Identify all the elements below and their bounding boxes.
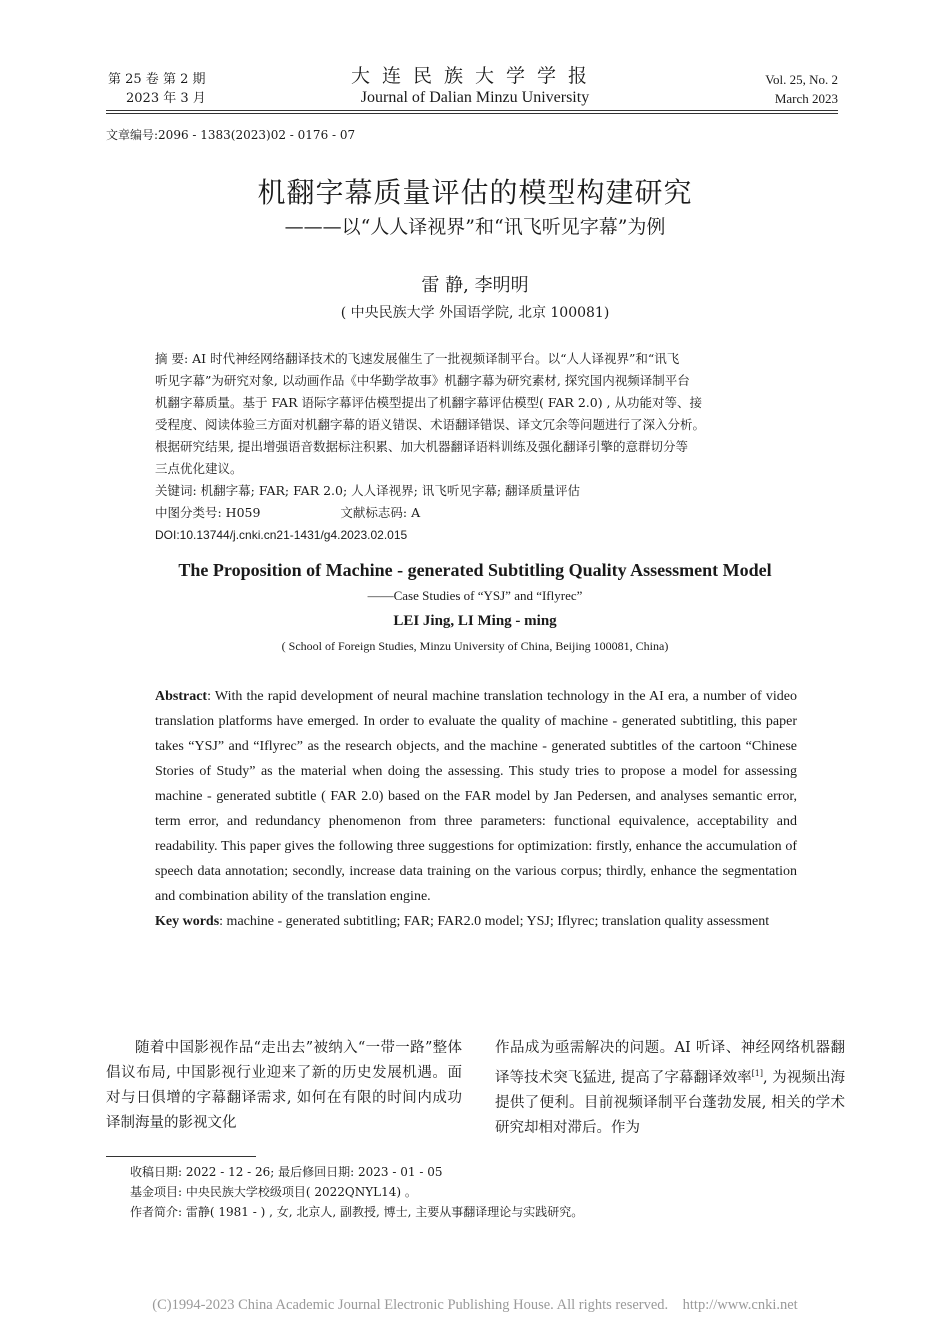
footnote-author: 作者简介: 雷静( 1981 - ) , 女, 北京人, 副教授, 博士, 主要从事翻译理论与实践研究。 bbox=[130, 1205, 584, 1219]
footnote-received: 收稿日期: 2022 - 12 - 26; 最后修回日期: 2023 - 01 - 05 bbox=[130, 1165, 443, 1179]
header-rule bbox=[106, 110, 838, 114]
affiliation: ( 中央民族大学 外国语学院, 北京 100081) bbox=[340, 305, 610, 321]
keywords-en bbox=[155, 909, 797, 934]
abstract-line: 听见字幕”为研究对象, 以动画作品《中华勤学故事》机翻字幕为研究素材, 探究国内视频译制平台 bbox=[155, 373, 690, 388]
volume-issue-en: Vol. 25, No. 2 bbox=[765, 72, 838, 87]
volume-issue-cn: 第 25 卷 第 2 期 bbox=[108, 72, 206, 87]
keywords-en-text: : machine - generated subtitling; FAR; FAR2.0 model; YSJ; Iflyrec; translation quality assessment bbox=[219, 914, 770, 929]
english-authors: LEI Jing, LI Ming - ming bbox=[393, 613, 557, 629]
abstract-line: 机翻字幕质量。基于 FAR 语际字幕评估模型提出了机翻字幕评估模型( FAR 2.0) , 从功能对等、接 bbox=[155, 395, 702, 410]
date-en: March 2023 bbox=[774, 91, 838, 106]
article-number: 文章编号:2096 - 1383(2023)02 - 0176 - 07 bbox=[106, 128, 356, 142]
abstract-line: 受程度、阅读体验三方面对机翻字幕的语义错误、术语翻译错误、译文冗余等问题进行了深入分析。 bbox=[155, 417, 706, 432]
abstract-en bbox=[155, 684, 797, 934]
footnotes bbox=[130, 1162, 583, 1222]
journal-title-cn: 大连民族大学学报 bbox=[350, 65, 599, 87]
body-right-column bbox=[495, 1036, 845, 1141]
footnote-rule bbox=[106, 1156, 256, 1157]
doi[interactable]: DOI:10.13744/j.cnki.cn21-1431/g4.2023.02.015 bbox=[155, 528, 408, 542]
abstract-en-text: : With the rapid development of neural machine translation technology in the AI era, a number of video translation platforms have emerged. In order to evaluate the quality of machine - generated subtitling, this paper takes “YSJ” and “Iflyrec” as the research objects, and the machine - generated subtitles of the cartoon “Chinese Stories of Study” as the material when doing the assessing. This study tries to propose a model for assessing machine - generated subtitle ( FAR 2.0) based on the FAR model by Jan Pedersen, and analyses semantic error, term error, and redundancy phenomenon from three parameters: functional equivalence, acceptability and readability. This paper gives the following three suggestions for optimization: firstly, enhance the accumulation of speech data annotation; secondly, increase data training on the various corpus; thirdly, enhance the segmentation and combination ability of the translation engine. bbox=[155, 689, 797, 904]
english-title: The Proposition of Machine - generated Subtitling Quality Assessment Model bbox=[178, 560, 772, 580]
english-subtitle: ——Case Studies of “YSJ” and “Iflyrec” bbox=[367, 588, 583, 603]
document-code: 文献标志码: A bbox=[340, 505, 421, 520]
citation-ref[interactable]: [1] bbox=[751, 1069, 764, 1078]
keywords-cn: 关键词: 机翻字幕; FAR; FAR 2.0; 人人译视界; 讯飞听见字幕; 翻译质量评估 bbox=[155, 483, 581, 498]
paper-title: 机翻字幕质量评估的模型构建研究 bbox=[257, 176, 693, 209]
clc-number: 中图分类号: H059 bbox=[155, 505, 261, 520]
abstract-label: Abstract bbox=[155, 689, 208, 704]
authors: 雷 静, 李明明 bbox=[421, 275, 529, 296]
footnote-fund: 基金项目: 中央民族大学校级项目( 2022QNYL14) 。 bbox=[130, 1185, 417, 1199]
abstract-cn bbox=[155, 348, 797, 546]
body-right-text-a: 作品成为亟需解决的问题。AI 听译、神经网络机器翻译等技术突飞猛进, 提高了字幕翻译效率 bbox=[495, 1040, 845, 1086]
header-volume-en bbox=[765, 70, 838, 108]
body-right-text-b: , 为视频出海提供了便利。目前视频译制平台蓬勃发展, 相关的学术研究却相对滞后。作为 bbox=[495, 1069, 845, 1136]
classification-row bbox=[155, 502, 797, 524]
paper-subtitle: ———以“人人译视界”和“讯飞听见字幕”为例 bbox=[284, 216, 666, 238]
journal-title-en: Journal of Dalian Minzu University bbox=[360, 89, 590, 106]
english-affiliation: ( School of Foreign Studies, Minzu University of China, Beijing 100081, China) bbox=[281, 639, 669, 653]
abstract-line: 根据研究结果, 提出增强语音数据标注积累、加大机器翻译语料训练及强化翻译引擎的意群切分等 bbox=[155, 439, 688, 454]
keywords-label: Key words bbox=[155, 914, 220, 929]
abstract-line: 摘 要: AI 时代神经网络翻译技术的飞速发展催生了一批视频译制平台。以“人人译视界”和“讯飞 bbox=[155, 351, 680, 366]
date-cn: 2023 年 3 月 bbox=[126, 91, 206, 106]
copyright-watermark: (C)1994-2023 China Academic Journal Electronic Publishing House. All rights reserved. http://www.cnki.net bbox=[152, 1297, 798, 1313]
body-left-column: 随着中国影视作品“走出去”被纳入“一带一路”整体倡议布局, 中国影视行业迎来了新的历史发展机遇。面对与日俱增的字幕翻译需求, 如何在有限的时间内成功译制海量的影视文化 bbox=[106, 1040, 462, 1131]
abstract-line: 三点优化建议。 bbox=[155, 461, 243, 476]
abstract-en-paragraph bbox=[155, 684, 797, 909]
